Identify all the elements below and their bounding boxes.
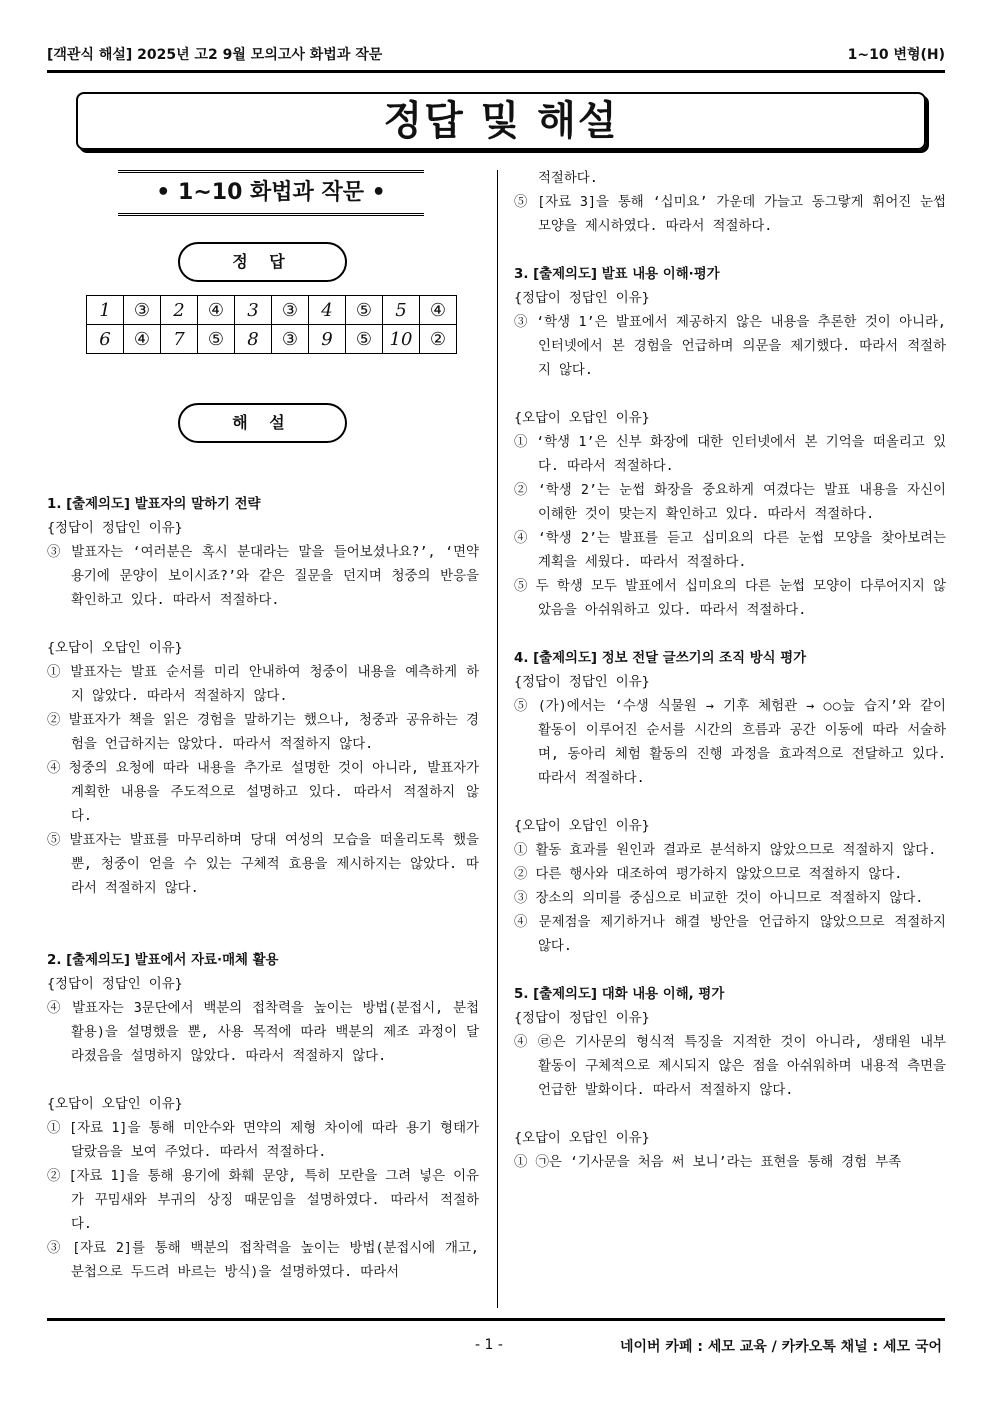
explanation-label: 해 설 xyxy=(178,403,347,443)
answer-row xyxy=(87,296,457,325)
answer-choice: ③ xyxy=(272,296,309,325)
answer-choice: ③ xyxy=(272,325,309,354)
page-title: 정답 및 해설 xyxy=(76,92,926,150)
answer-table xyxy=(86,295,457,354)
wrong-reason: ⑤ 발표자는 발표를 마무리하며 당대 여성의 모습을 떠올리도록 했을 뿐, 청중이 얻을 수 있는 구체적 효용을 제시하지는 않았다. 따라서 적절하지 않다. xyxy=(47,833,479,896)
question-number: 5 xyxy=(383,296,420,325)
wrong-reason: ① ‘학생 1’은 신부 화장에 대한 인터넷에서 본 기억을 떠올리고 있다. 따라서 적절하다. xyxy=(514,435,947,474)
header-title: [객관식 해설] 2025년 고2 9월 모의고사 화법과 작문 xyxy=(47,47,383,63)
correct-reason-label: {정답이 정답인 이유} xyxy=(514,675,650,690)
wrong-reason: ① 발표자는 발표 순서를 미리 안내하여 청중이 내용을 예측하게 하지 않았다. 따라서 적절하지 않다. xyxy=(47,665,479,704)
question-number: 7 xyxy=(161,325,198,354)
header-range: 1~10 변형(H) xyxy=(847,47,945,63)
answer-choice: ④ xyxy=(420,296,457,325)
continued-text: 적절하다. xyxy=(538,171,598,186)
question-number: 6 xyxy=(87,325,124,354)
answer-label: 정 답 xyxy=(178,242,347,282)
answer-choice: ② xyxy=(420,325,457,354)
wrong-reason: ① 활동 효과를 원인과 결과로 분석하지 않았으므로 적절하지 않다. xyxy=(514,843,937,858)
page-number: - 1 - xyxy=(475,1337,503,1353)
question-5-heading: 5. [출제의도] 대화 내용 이해, 평가 xyxy=(514,987,725,1002)
wrong-reason: ② 다른 행사와 대조하여 평가하지 않았으므로 적절하지 않다. xyxy=(514,867,903,882)
right-column xyxy=(514,167,946,1175)
correct-reason: ④ ㉣은 기사문의 형식적 특징을 지적한 것이 아니라, 생태원 내부 활동이 구체적으로 제시되지 않은 점을 아쉬워하며 내용적 측면을 언급한 발화이다. 따라서 적절하지 않다. xyxy=(514,1035,946,1098)
correct-reason-label: {정답이 정답인 이유} xyxy=(514,1011,650,1026)
question-number: 2 xyxy=(161,296,198,325)
question-2-heading: 2. [출제의도] 발표에서 자료·매체 활용 xyxy=(47,953,279,968)
wrong-reason: ③ [자료 2]를 통해 백분의 접착력을 높이는 방법(분접시에 개고, 분첩으로 두드려 바르는 방식)을 설명하였다. 따라서 xyxy=(47,1241,479,1280)
answer-choice: ③ xyxy=(124,296,161,325)
wrong-reason: ② ‘학생 2’는 눈썹 화장을 중요하게 여겼다는 발표 내용을 자신이 이해한 것이 맞는지 확인하고 있다. 따라서 적절하다. xyxy=(514,483,946,522)
correct-reason: ③ ‘학생 1’은 발표에서 제공하지 않은 내용을 추론한 것이 아니라, 인터넷에서 본 경험을 언급하며 의문을 제기했다. 따라서 적절하지 않다. xyxy=(514,315,946,378)
wrong-reason: ③ 장소의 의미를 중심으로 비교한 것이 아니므로 적절하지 않다. xyxy=(514,891,924,906)
page-header xyxy=(47,40,945,70)
wrong-reason: ① ㉠은 ‘기사문을 처음 써 보니’라는 표현을 통해 경험 부족 xyxy=(514,1155,902,1170)
answer-choice: ⑤ xyxy=(346,325,383,354)
correct-reason: ④ 발표자는 3문단에서 백분의 접착력을 높이는 방법(분접시, 분첩 활용)을 설명했을 뿐, 사용 목적에 따라 백분의 제조 과정이 달라졌음을 설명하지 않았다. 따라서 적절하지 않다. xyxy=(47,1001,479,1064)
wrong-reason: ② 발표자가 책을 읽은 경험을 말하기는 했으나, 청중과 공유하는 경험을 언급하지는 않았다. 따라서 적절하지 않다. xyxy=(47,713,479,752)
correct-reason-label: {정답이 정답인 이유} xyxy=(514,291,650,306)
correct-reason-label: {정답이 정답인 이유} xyxy=(47,521,183,536)
wrong-reason-label: {오답이 오답인 이유} xyxy=(514,819,650,834)
wrong-reason-label: {오답이 오답인 이유} xyxy=(514,1131,650,1146)
question-number: 10 xyxy=(383,325,420,354)
section-title: • 1~10 화법과 작문 • xyxy=(118,170,424,216)
answer-choice: ⑤ xyxy=(198,325,235,354)
correct-reason-label: {정답이 정답인 이유} xyxy=(47,977,183,992)
question-1-heading: 1. [출제의도] 발표자의 말하기 전략 xyxy=(47,497,261,512)
footer-rule xyxy=(47,1318,945,1321)
wrong-reason: ④ 청중의 요청에 따라 내용을 추가로 설명한 것이 아니라, 발표자가 계획한 내용을 주도적으로 설명하고 있다. 따라서 적절하지 않다. xyxy=(47,761,479,824)
question-number: 3 xyxy=(235,296,272,325)
wrong-reason-label: {오답이 오답인 이유} xyxy=(514,411,650,426)
answer-choice: ④ xyxy=(124,325,161,354)
wrong-reason: ④ ‘학생 2’는 발표를 듣고 십미요의 다른 눈썹 모양을 찾아보려는 계획을 세웠다. 따라서 적절하다. xyxy=(514,531,946,570)
wrong-reason-label: {오답이 오답인 이유} xyxy=(47,1097,183,1112)
question-number: 8 xyxy=(235,325,272,354)
wrong-reason: ④ 문제점을 제기하거나 해결 방안을 언급하지 않았으므로 적절하지 않다. xyxy=(514,915,946,954)
question-number: 4 xyxy=(309,296,346,325)
question-number: 1 xyxy=(87,296,124,325)
answer-row xyxy=(87,325,457,354)
answer-choice: ⑤ xyxy=(346,296,383,325)
wrong-reason-label: {오답이 오답인 이유} xyxy=(47,641,183,656)
correct-reason: ⑤ (가)에서는 ‘수생 식물원 → 기후 체험관 → ○○늪 습지’와 같이 활동이 이루어진 순서를 시간의 흐름과 공간 이동에 따라 서술하며, 동아리 체험 활동의 진행 과정을 효과적으로 전달하고 있다. 따라서 적절하다. xyxy=(514,699,946,786)
column-divider xyxy=(497,170,498,1308)
wrong-reason: ⑤ 두 학생 모두 발표에서 십미요의 다른 눈썹 모양이 다루어지지 않았음을 아쉬워하고 있다. 따라서 적절하다. xyxy=(514,579,946,618)
correct-reason: ③ 발표자는 ‘여러분은 혹시 분대라는 말을 들어보셨나요?’, ‘면약 용기에 문양이 보이시죠?’와 같은 질문을 던지며 청중의 반응을 확인하고 있다. 따라서 적절하다. xyxy=(47,545,479,608)
wrong-reason: ⑤ [자료 3]을 통해 ‘십미요’ 가운데 가늘고 동그랗게 휘어진 눈썹 모양을 제시하였다. 따라서 적절하다. xyxy=(514,195,946,234)
question-number: 9 xyxy=(309,325,346,354)
question-4-heading: 4. [출제의도] 정보 전달 글쓰기의 조직 방식 평가 xyxy=(514,651,807,666)
wrong-reason: ② [자료 1]을 통해 용기에 화훼 문양, 특히 모란을 그려 넣은 이유가 꾸밈새와 부귀의 상징 때문임을 설명하였다. 따라서 적절하다. xyxy=(47,1169,479,1232)
question-3-heading: 3. [출제의도] 발표 내용 이해·평가 xyxy=(514,267,720,282)
wrong-reason: ① [자료 1]을 통해 미안수와 면약의 제형 차이에 따라 용기 형태가 달랐음을 보여 주었다. 따라서 적절하다. xyxy=(47,1121,479,1160)
answer-choice: ④ xyxy=(198,296,235,325)
header-rule xyxy=(47,70,945,73)
left-column xyxy=(47,493,479,1285)
footer-channel-info: 네이버 카페 : 세모 교육 / 카카오톡 채널 : 세모 국어 xyxy=(619,1339,942,1355)
